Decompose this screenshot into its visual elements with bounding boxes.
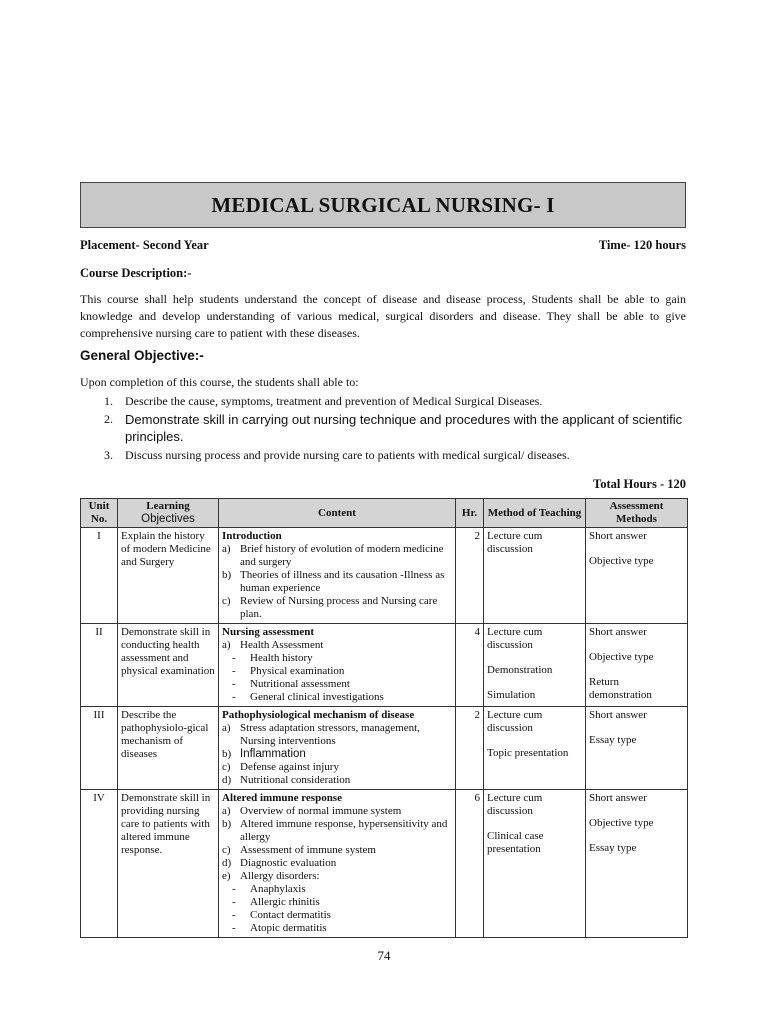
table-row (81, 790, 688, 938)
header-assessment: Assessment Methods (586, 499, 688, 528)
content-item (222, 805, 452, 818)
content-marker: d) (222, 774, 232, 786)
placement-text: Placement- Second Year (80, 238, 209, 252)
assessment-item: Objective type (589, 555, 654, 567)
objective-cell: Describe the pathophysiolo-gical mechanism of diseases (118, 707, 219, 790)
content-cell (219, 528, 456, 624)
method-item: Lecture cum discussion (487, 792, 543, 817)
hours-cell: 2 (456, 528, 484, 624)
content-text: General clinical investigations (250, 691, 384, 703)
method-item: Lecture cum discussion (487, 530, 543, 555)
content-item (222, 844, 452, 857)
unit-cell: III (81, 707, 118, 790)
course-description-text: This course shall help students understand the concept of disease and disease process, Students shall be able to gain knowledge and develop understanding of various medical, surgical disorders and disease. They shall be able to give comprehensive nursing care to patient with these diseases. (80, 292, 686, 340)
method-cell (484, 790, 586, 938)
objective-item (80, 447, 686, 463)
content-marker: - (232, 922, 236, 934)
content-text: Theories of illness and its causation -Illness as human experience (240, 569, 445, 594)
total-hours: Total Hours - 120 (593, 477, 686, 491)
method-item: Demonstration (487, 664, 553, 676)
method-cell (484, 624, 586, 707)
general-objective-heading: General Objective:- (80, 348, 204, 363)
objective-item (80, 393, 686, 409)
unit-cell: II (81, 624, 118, 707)
objective-text: Demonstrate skill in carrying out nursing technique and procedures with the applicant of scientific principles. (125, 412, 683, 444)
assessment-item: Return demonstration (589, 676, 652, 701)
content-marker: c) (222, 761, 231, 773)
content-subitem (222, 922, 452, 935)
objective-cell: Demonstrate skill in providing nursing care to patients with altered immune response. (118, 790, 219, 938)
page-number: 74 (377, 948, 391, 963)
content-item (222, 761, 452, 774)
content-text: Allergic rhinitis (250, 896, 320, 908)
content-text: Inflammation (240, 748, 306, 760)
objective-number: 1. (104, 394, 113, 408)
assessment-item: Short answer (589, 626, 647, 638)
content-subitem (222, 652, 452, 665)
method-item: Topic presentation (487, 747, 569, 759)
content-subitem (222, 909, 452, 922)
content-cell (219, 624, 456, 707)
objectives-list (80, 393, 686, 465)
header-content: Content (219, 499, 456, 528)
content-subitem (222, 883, 452, 896)
method-item: Simulation (487, 689, 536, 701)
course-description-heading: Course Description:- (80, 266, 192, 280)
content-text: Contact dermatitis (250, 909, 331, 921)
hours-cell: 2 (456, 707, 484, 790)
table-row (81, 528, 688, 624)
time-text: Time- 120 hours (598, 238, 686, 252)
content-item (222, 639, 452, 652)
content-text: Atopic dermatitis (250, 922, 327, 934)
content-marker: - (232, 652, 236, 664)
content-marker: d) (222, 857, 232, 869)
header-unit: Unit No. (81, 499, 118, 528)
content-text: Brief history of evolution of modern medicine and surgery (240, 543, 444, 568)
content-item (222, 595, 452, 621)
method-item: Lecture cum discussion (487, 626, 543, 651)
content-subitem (222, 665, 452, 678)
content-text: Altered immune response, hypersensitivity and allergy (240, 818, 448, 843)
content-text: Review of Nursing process and Nursing care plan. (240, 595, 438, 620)
unit-cell: IV (81, 790, 118, 938)
method-item: Lecture cum discussion (487, 709, 543, 734)
table-row (81, 707, 688, 790)
content-text: Anaphylaxis (250, 883, 306, 895)
content-marker: c) (222, 595, 231, 607)
content-text: Physical examination (250, 665, 345, 677)
content-text: Defense against injury (240, 761, 339, 773)
assessment-item: Objective type (589, 651, 654, 663)
content-marker: b) (222, 569, 232, 581)
assessment-item: Essay type (589, 842, 637, 854)
content-item (222, 870, 452, 883)
objective-text: Discuss nursing process and provide nursing care to patients with medical surgical/ diseases. (125, 448, 570, 462)
content-item (222, 722, 452, 748)
assessment-cell (586, 528, 688, 624)
assessment-item: Short answer (589, 792, 647, 804)
assessment-item: Objective type (589, 817, 654, 829)
content-marker: - (232, 678, 236, 690)
content-marker: - (232, 896, 236, 908)
assessment-item: Short answer (589, 709, 647, 721)
syllabus-table (80, 498, 688, 938)
content-title: Introduction (222, 530, 282, 542)
assessment-item: Short answer (589, 530, 647, 542)
content-title: Nursing assessment (222, 626, 314, 638)
method-cell (484, 528, 586, 624)
table-header-row (81, 499, 688, 528)
content-marker: a) (222, 805, 231, 817)
assessment-cell (586, 624, 688, 707)
content-marker: - (232, 883, 236, 895)
content-item (222, 818, 452, 844)
content-text: Diagnostic evaluation (240, 857, 337, 869)
content-cell (219, 707, 456, 790)
header-hr: Hr. (456, 499, 484, 528)
content-marker: c) (222, 844, 231, 856)
table-row (81, 624, 688, 707)
assessment-cell (586, 790, 688, 938)
content-item (222, 543, 452, 569)
objective-cell: Demonstrate skill in conducting health assessment and physical examination (118, 624, 219, 707)
assessment-item: Essay type (589, 734, 637, 746)
hours-cell: 4 (456, 624, 484, 707)
content-text: Stress adaptation stressors, management, Nursing interventions (240, 722, 420, 747)
content-text: Health Assessment (240, 639, 324, 651)
unit-cell: I (81, 528, 118, 624)
content-text: Overview of normal immune system (240, 805, 402, 817)
header-learning: Learning (146, 500, 190, 512)
content-marker: - (232, 665, 236, 677)
content-item (222, 748, 452, 761)
content-marker: a) (222, 639, 231, 651)
method-cell (484, 707, 586, 790)
content-item (222, 569, 452, 595)
content-title: Pathophysiological mechanism of disease (222, 709, 415, 721)
content-marker: b) (222, 818, 232, 830)
meta-row (80, 238, 686, 253)
objective-cell: Explain the history of modern Medicine and Surgery (118, 528, 219, 624)
content-text: Nutritional assessment (250, 678, 350, 690)
objective-number: 3. (104, 448, 113, 462)
content-text: Nutritional consideration (240, 774, 351, 786)
content-item (222, 774, 452, 787)
content-marker: a) (222, 543, 231, 555)
content-item (222, 857, 452, 870)
content-marker: - (232, 691, 236, 703)
content-subitem (222, 678, 452, 691)
objective-intro: Upon completion of this course, the students shall able to: (80, 375, 359, 389)
content-subitem (222, 691, 452, 704)
assessment-cell (586, 707, 688, 790)
objective-number: 2. (104, 412, 113, 426)
content-subitem (222, 896, 452, 909)
header-method: Method of Teaching (484, 499, 586, 528)
objective-text: Describe the cause, symptoms, treatment and prevention of Medical Surgical Diseases. (125, 394, 543, 408)
content-text: Health history (250, 652, 313, 664)
content-marker: a) (222, 722, 231, 734)
objective-item (80, 411, 686, 445)
content-marker: b) (222, 748, 232, 760)
page-title: MEDICAL SURGICAL NURSING- I (80, 182, 686, 228)
content-text: Allergy disorders: (240, 870, 320, 882)
header-objectives: Objectives (141, 513, 195, 525)
content-title: Altered immune response (222, 792, 342, 804)
method-item: Clinical case presentation (487, 830, 544, 855)
hours-cell: 6 (456, 790, 484, 938)
content-marker: - (232, 909, 236, 921)
content-cell (219, 790, 456, 938)
content-text: Assessment of immune system (240, 844, 376, 856)
header-learning-objectives (118, 499, 219, 528)
content-marker: e) (222, 870, 231, 882)
